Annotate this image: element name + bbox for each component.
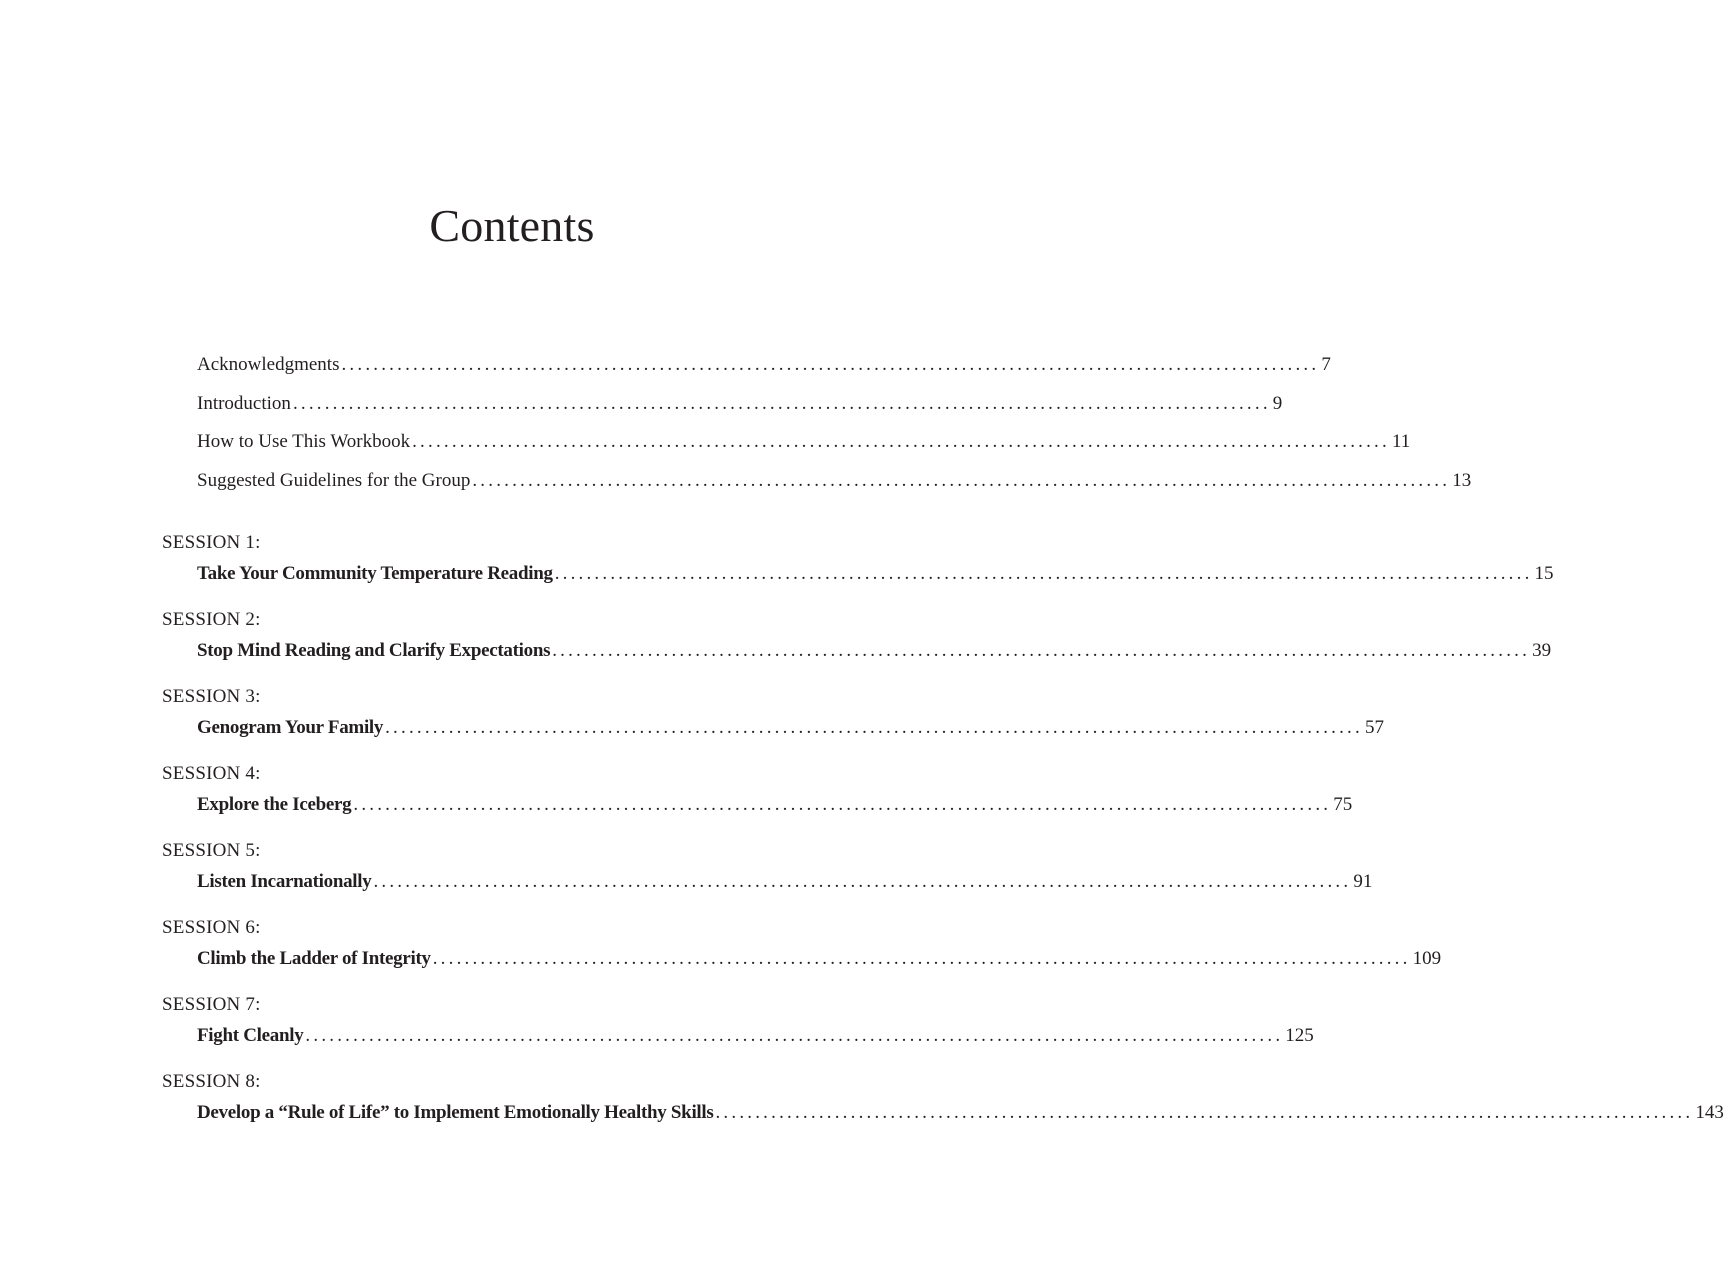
dot-leader: ........................................................................................................................... [385, 717, 1363, 738]
toc-entry-label: Stop Mind Reading and Clarify Expectations [197, 640, 551, 661]
toc-entry-label: Suggested Guidelines for the Group [197, 470, 471, 491]
toc-entry-session-3[interactable] [197, 715, 1384, 741]
dot-leader: ........................................................................................................................... [472, 470, 1451, 491]
session-heading: SESSION 8: [162, 1071, 261, 1092]
toc-entry-introduction[interactable] [197, 391, 1283, 417]
toc-page-number: 7 [1321, 354, 1331, 375]
dot-leader: ........................................................................................................................... [353, 794, 1332, 815]
toc-page-number: 125 [1285, 1025, 1314, 1046]
session-heading: SESSION 6: [162, 917, 261, 938]
toc-entry-guidelines[interactable] [197, 468, 1472, 494]
toc-page-number: 11 [1391, 431, 1411, 452]
dot-leader: ........................................................................................................................... [715, 1102, 1694, 1123]
toc-entry-label: Listen Incarnationally [197, 871, 372, 892]
toc-entry-label: Explore the Iceberg [197, 794, 352, 815]
toc-page-number: 143 [1695, 1102, 1724, 1123]
toc-page-number: 13 [1452, 470, 1472, 491]
toc-entry-session-7[interactable] [197, 1023, 1314, 1049]
session-heading: SESSION 1: [162, 532, 261, 553]
dot-leader: ........................................................................................................................... [341, 354, 1320, 375]
session-heading: SESSION 5: [162, 840, 261, 861]
toc-entry-label: Acknowledgments [197, 354, 340, 375]
toc-entry-label: Climb the Ladder of Integrity [197, 948, 431, 969]
toc-page-number: 39 [1532, 640, 1552, 661]
toc-entry-session-5[interactable] [197, 869, 1373, 895]
dot-leader: ........................................................................................................................... [432, 948, 1411, 969]
toc-entry-label: Take Your Community Temperature Reading [197, 563, 553, 584]
dot-leader: ........................................................................................................................... [412, 431, 1390, 452]
dot-leader: ........................................................................................................................... [305, 1025, 1284, 1046]
session-heading: SESSION 2: [162, 609, 261, 630]
toc-entry-session-4[interactable] [197, 792, 1353, 818]
toc-entry-label: Introduction [197, 393, 291, 414]
page-title: Contents [429, 200, 595, 251]
toc-page-number: 9 [1272, 393, 1283, 414]
dot-leader: ........................................................................................................................... [552, 640, 1531, 661]
toc-entry-label: Fight Cleanly [197, 1025, 304, 1046]
toc-page-number: 75 [1333, 794, 1353, 815]
toc-entry-acknowledgments[interactable] [197, 352, 1331, 378]
toc-entry-label: How to Use This Workbook [197, 431, 411, 452]
toc-entry-label: Genogram Your Family [197, 717, 384, 738]
toc-entry-label: Develop a “Rule of Life” to Implement Emotionally Healthy Skills [197, 1102, 714, 1123]
toc-entry-how-to-use[interactable] [197, 429, 1411, 455]
dot-leader: ........................................................................................................................... [554, 563, 1533, 584]
toc-page-number: 57 [1364, 717, 1384, 738]
toc-page-number: 15 [1534, 563, 1554, 584]
toc-page-number: 91 [1353, 871, 1373, 892]
dot-leader: ........................................................................................................................... [373, 871, 1352, 892]
toc-entry-session-2[interactable] [197, 638, 1552, 664]
toc-page-number: 109 [1412, 948, 1442, 969]
session-heading: SESSION 4: [162, 763, 261, 784]
session-heading: SESSION 3: [162, 686, 261, 707]
toc-entry-session-1[interactable] [197, 561, 1554, 587]
toc-entry-session-8[interactable] [197, 1100, 1724, 1126]
session-heading: SESSION 7: [162, 994, 261, 1015]
dot-leader: ........................................................................................................................... [292, 393, 1271, 414]
toc-entry-session-6[interactable] [197, 946, 1442, 972]
